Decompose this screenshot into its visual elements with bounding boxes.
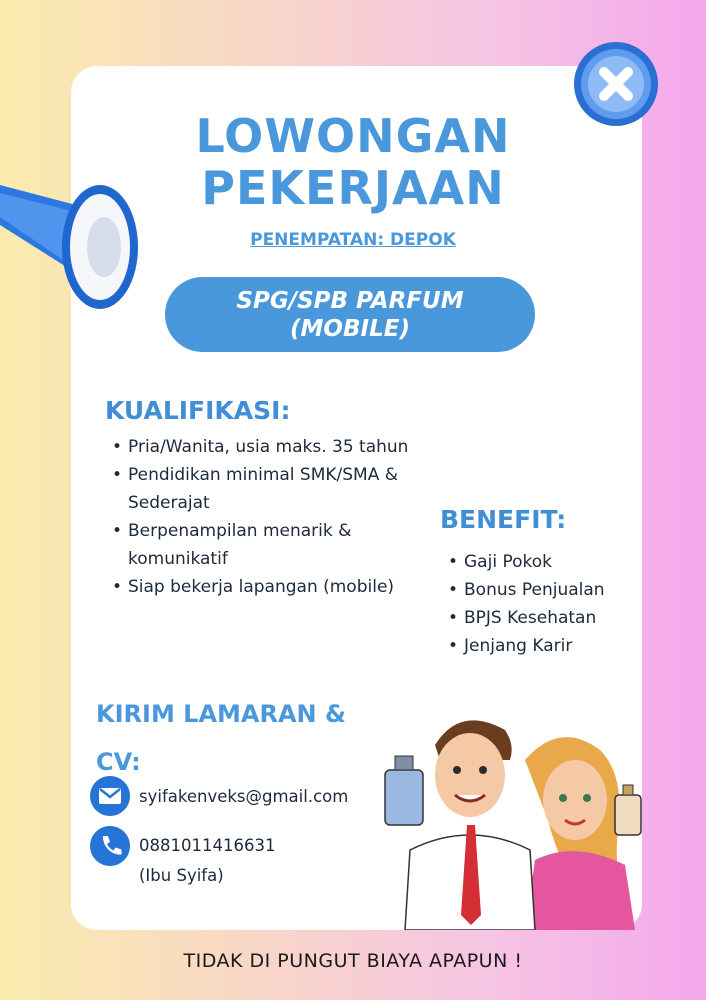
footer-note: TIDAK DI PUNGUT BIAYA APAPUN ! — [183, 950, 523, 972]
benefits-heading: BENEFIT: — [440, 505, 567, 534]
email-address[interactable]: syifakenveks@gmail.com — [139, 787, 349, 806]
people-illustration — [375, 690, 665, 930]
qualifications-heading: KUALIFIKASI: — [105, 396, 291, 425]
list-item: • Pendidikan minimal SMK/SMA & Sederajat — [110, 461, 430, 517]
qualifications-list — [110, 433, 430, 601]
contact-person: (Ibu Syifa) — [139, 866, 224, 885]
title-line-2: PEKERJAAN — [201, 161, 505, 215]
placement-subtitle: PENEMPATAN: DEPOK — [250, 230, 456, 250]
phone-number[interactable]: 0881011416631 — [139, 836, 276, 855]
list-item: • Pria/Wanita, usia maks. 35 tahun — [110, 433, 430, 461]
phone-icon — [90, 826, 130, 866]
list-item: • Jenjang Karir — [446, 632, 646, 660]
position-line-1: SPG/SPB PARFUM — [236, 287, 464, 314]
list-item: • BPJS Kesehatan — [446, 604, 646, 632]
position-badge — [165, 277, 535, 352]
list-item: • Berpenampilan menarik & komunikatif — [110, 517, 430, 573]
title-line-1: LOWONGAN — [195, 109, 511, 163]
list-item: • Siap bekerja lapangan (mobile) — [110, 573, 430, 601]
mail-icon — [90, 776, 130, 816]
contact-heading: KIRIM LAMARAN & CV: — [96, 700, 346, 776]
list-item: • Gaji Pokok — [446, 548, 646, 576]
list-item: • Bonus Penjualan — [446, 576, 646, 604]
benefits-list — [446, 548, 646, 660]
position-line-2: (MOBILE) — [290, 315, 410, 342]
